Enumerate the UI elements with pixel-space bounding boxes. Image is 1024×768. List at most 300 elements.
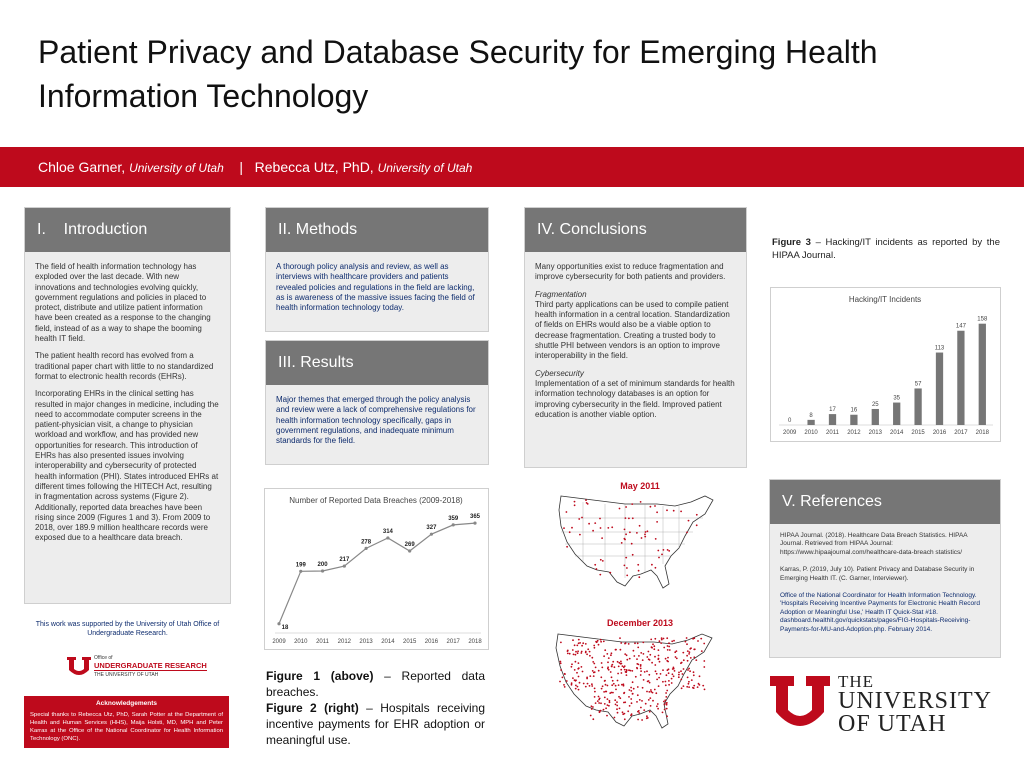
- hospital-dot: [578, 518, 580, 520]
- hospital-dot: [662, 681, 664, 683]
- hospital-dot: [629, 705, 631, 707]
- hospital-dot: [566, 546, 568, 548]
- hospital-dot: [606, 715, 608, 717]
- hospital-dot: [589, 675, 591, 677]
- hospital-dot: [618, 684, 620, 686]
- hospital-dot: [656, 673, 658, 675]
- breaches-data-label: 314: [382, 528, 393, 535]
- hospital-dot: [674, 670, 676, 672]
- x-tick-label: 2018: [975, 430, 989, 436]
- x-tick-label: 2012: [847, 430, 861, 436]
- hospital-dot: [588, 523, 590, 525]
- hospital-dot: [627, 710, 629, 712]
- hospital-dot: [571, 684, 573, 686]
- hospital-dot: [656, 521, 658, 523]
- hospital-dot: [668, 642, 670, 644]
- hospital-dot: [591, 683, 593, 685]
- x-tick-label: 2014: [381, 639, 395, 645]
- hospital-dot: [605, 691, 607, 693]
- hospital-dot: [650, 689, 652, 691]
- hospital-dot: [598, 670, 600, 672]
- hospital-dot: [629, 658, 631, 660]
- hospital-dot: [617, 661, 619, 663]
- hospital-dot: [632, 693, 634, 695]
- hospital-dot: [563, 684, 565, 686]
- hospital-dot: [607, 668, 609, 670]
- reference-1: HIPAA Journal. (2018). Healthcare Data Breach Statistics. HIPAA Journal. Retrieved from HIPAA Journal: https://www.hipaajournal.com/healthcare-data-breach statistics/: [780, 532, 968, 556]
- us-map-may-2011: [553, 492, 725, 602]
- hospital-dot: [640, 674, 642, 676]
- poster-title: Patient Privacy and Database Security for Emerging Health Information Technology: [38, 34, 878, 114]
- hospital-dot: [631, 503, 633, 505]
- hospital-dot: [646, 691, 648, 693]
- hospital-dot: [667, 669, 669, 671]
- hospital-dot: [634, 642, 636, 644]
- conclusions-intro: Many opportunities exist to reduce fragmentation and improve cybersecurity for both patients and providers.: [535, 262, 726, 282]
- hospital-dot: [632, 554, 634, 556]
- hospital-dot: [603, 655, 605, 657]
- hospital-dot: [697, 686, 699, 688]
- hospital-dot: [633, 688, 635, 690]
- hospital-dot: [574, 644, 576, 646]
- hospital-dot: [700, 638, 702, 640]
- results-panel: [265, 340, 489, 465]
- figure-3-label: Figure 3: [772, 237, 811, 248]
- hospital-dot: [569, 653, 571, 655]
- x-tick-label: 2010: [804, 430, 818, 436]
- hospital-dot: [575, 688, 577, 690]
- hospital-dot: [655, 692, 657, 694]
- introduction-panel: [24, 207, 231, 604]
- hospital-dot: [665, 696, 667, 698]
- hospital-dot: [664, 709, 666, 711]
- hospital-dot: [622, 711, 624, 713]
- x-tick-label: 2010: [294, 639, 308, 645]
- hospital-dot: [610, 671, 612, 673]
- hospital-dot: [620, 661, 622, 663]
- hospital-dot: [630, 690, 632, 692]
- hospital-dot: [671, 640, 673, 642]
- author-banner: [0, 147, 1024, 187]
- x-tick-label: 2017: [954, 430, 968, 436]
- hospital-dot: [640, 665, 642, 667]
- hospital-dot: [600, 710, 602, 712]
- breaches-point: [277, 622, 280, 625]
- hospital-dot: [658, 649, 660, 651]
- hospital-dot: [663, 638, 665, 640]
- hospital-dot: [667, 549, 669, 551]
- hospital-dot: [611, 665, 613, 667]
- hospital-dot: [648, 651, 650, 653]
- hospital-dot: [601, 667, 603, 669]
- breaches-data-label: 199: [295, 562, 306, 569]
- hospital-dot: [619, 637, 621, 639]
- hospital-dot: [605, 707, 607, 709]
- conclusions-body: [525, 252, 746, 437]
- breaches-point: [386, 536, 389, 539]
- hospital-dot: [589, 651, 591, 653]
- hospital-dot: [665, 684, 667, 686]
- hospital-dot: [642, 687, 644, 689]
- hospital-dot: [620, 669, 622, 671]
- x-tick-label: 2009: [272, 639, 286, 645]
- hospital-dot: [609, 572, 611, 574]
- hospital-dot: [696, 524, 698, 526]
- hospital-dot: [592, 661, 594, 663]
- intro-paragraph-3: Incorporating EHRs in the clinical setting has resulted in major changes in medicine, including the need to accommodate computer screens in the patient-physician visit, a change to physician workload and workflow, and has provided new opportunities for research. This introduction of EHRs has also presented issues involving interoperability and cybersecurity of protected health information (PHI). States introduced EHRs at different times following the HITECH Act, resulting in fragmentation across systems (Figure 2). Additionally, reported data breaches have been rising since 2009 (Figures 1 and 3). From 2009 to 2018, over 189.9 million healthcare records were exposed due to a healthcare data breach.: [35, 389, 219, 543]
- hospital-dot: [579, 534, 581, 536]
- hospital-dot: [662, 712, 664, 714]
- hospital-dot: [618, 666, 620, 668]
- hospital-dot: [607, 685, 609, 687]
- figure-3-chart: [770, 287, 1001, 442]
- conclusions-cybersecurity-text: Implementation of a set of minimum standards for health information technology databases is an option for improving cybersecurity in the field. Improved patient education is another viable option.: [535, 378, 735, 419]
- hospital-dot: [601, 662, 603, 664]
- hospital-dot: [597, 640, 599, 642]
- hospital-dot: [642, 659, 644, 661]
- hospital-dot: [632, 517, 634, 519]
- breaches-data-label: 327: [426, 525, 437, 532]
- hospital-dot: [648, 699, 650, 701]
- hospital-dot: [688, 683, 690, 685]
- incidents-data-label: 25: [871, 401, 879, 408]
- hospital-dot: [592, 718, 594, 720]
- introduction-body: [25, 252, 230, 561]
- hospital-dot: [575, 651, 577, 653]
- hospital-dot: [613, 683, 615, 685]
- hospital-dot: [594, 696, 596, 698]
- hospital-dot: [643, 679, 645, 681]
- hospital-dot: [628, 696, 630, 698]
- hospital-dot: [683, 685, 685, 687]
- hospital-dot: [593, 663, 595, 665]
- hospital-dot: [573, 654, 575, 656]
- conclusions-panel: [524, 207, 747, 468]
- chart-3-title: Hacking/IT Incidents: [848, 295, 922, 304]
- hospital-dot: [661, 637, 663, 639]
- incidents-data-label: 57: [914, 381, 922, 388]
- hospital-dot: [606, 653, 608, 655]
- hospital-dot: [654, 656, 656, 658]
- methods-body: A thorough policy analysis and review, as well as interviews with healthcare providers and patients revealed policies and regulations in the field are lacking, as is awareness of the massive issues facing the field of health information technology today.: [276, 262, 475, 313]
- hospital-dot: [689, 648, 691, 650]
- hospital-dot: [586, 653, 588, 655]
- hospital-dot: [571, 682, 573, 684]
- hospital-dot: [611, 664, 613, 666]
- hospital-dot: [678, 676, 680, 678]
- hospital-dot: [595, 702, 597, 704]
- hospital-dot: [625, 517, 627, 519]
- hospital-dot: [651, 662, 653, 664]
- hospital-dot: [572, 639, 574, 641]
- hospital-dot: [668, 672, 670, 674]
- hospital-dot: [649, 659, 651, 661]
- hospital-dot: [597, 700, 599, 702]
- hospital-dot: [626, 567, 628, 569]
- hospital-dot: [665, 658, 667, 660]
- hospital-dot: [687, 677, 689, 679]
- hospital-dot: [614, 666, 616, 668]
- hospital-dot: [587, 648, 589, 650]
- hospital-dot: [637, 711, 639, 713]
- block-u-small-icon: [66, 656, 92, 680]
- hospital-dot: [636, 663, 638, 665]
- incidents-bar: [936, 353, 943, 425]
- hospital-dot: [576, 672, 578, 674]
- conclusions-fragmentation-text: Third party applications can be used to compile patient health information in a central location. Standardization of fields on EHRs would also be a viable option to decrease fragmentation. Creating a trusted body to shuttle PHI between vendors is an option to improve interoperability in the field.: [535, 299, 730, 361]
- hospital-dot: [638, 655, 640, 657]
- hospital-dot: [605, 684, 607, 686]
- hospital-dot: [638, 712, 640, 714]
- hospital-dot: [667, 649, 669, 651]
- hospital-dot: [594, 522, 596, 524]
- hospital-dot: [593, 645, 595, 647]
- introduction-heading: I. Introduction: [25, 208, 230, 252]
- figure-2-caption-text: – Hospitals receiving incentive payments for EHR adoption or meaningful use.: [266, 701, 485, 747]
- hospital-dot: [626, 654, 628, 656]
- intro-paragraph-1: The field of health information technology has exploded over the last decade. With new innovations and technologies evolving quickly, government regulations and policies in placed to protect, distribute and utilize patient information have been created as a response to the changing field, instead of as a way to shape the booming health IT field.: [35, 262, 211, 344]
- hospital-dot: [581, 651, 583, 653]
- hospital-dot: [686, 643, 688, 645]
- hospital-dot: [595, 667, 597, 669]
- x-tick-label: 2011: [316, 639, 330, 645]
- breaches-data-label: 18: [281, 624, 289, 631]
- hospital-dot: [624, 665, 626, 667]
- x-tick-label: 2016: [424, 639, 439, 645]
- hospital-dot: [582, 642, 584, 644]
- hospital-dot: [654, 638, 656, 640]
- hospital-dot: [633, 655, 635, 657]
- figure-3-caption-text: – Hacking/IT incidents as reported by the HIPAA Journal.: [772, 237, 1000, 261]
- hospital-dot: [625, 557, 627, 559]
- hospital-dot: [640, 707, 642, 709]
- hospital-dot: [608, 657, 610, 659]
- hospital-dot: [642, 642, 644, 644]
- hospital-dot: [586, 502, 588, 504]
- breaches-data-label: 365: [469, 514, 481, 521]
- conclusions-cybersecurity-heading: Cybersecurity: [535, 368, 584, 378]
- hospital-dot: [656, 679, 658, 681]
- hospital-dot: [604, 680, 606, 682]
- x-tick-label: 2015: [402, 639, 417, 645]
- hospital-dot: [656, 705, 658, 707]
- hospital-dot: [602, 560, 604, 562]
- hospital-dot: [646, 656, 648, 658]
- hospital-dot: [701, 650, 703, 652]
- hospital-dot: [624, 669, 626, 671]
- hospital-dot: [649, 654, 651, 656]
- hospital-dot: [594, 671, 596, 673]
- hospital-dot: [686, 532, 688, 534]
- hospital-dot: [614, 717, 616, 719]
- hospital-dot: [689, 651, 691, 653]
- hospital-dot: [623, 685, 625, 687]
- hospital-dot: [579, 642, 581, 644]
- hospital-dot: [659, 661, 661, 663]
- incidents-bar: [914, 388, 921, 425]
- hospital-dot: [592, 670, 594, 672]
- hospital-dot: [646, 717, 648, 719]
- hospital-dot: [624, 565, 626, 567]
- hospital-dot: [626, 669, 628, 671]
- incidents-data-label: 147: [955, 323, 966, 330]
- references-body: [770, 524, 1000, 651]
- hospital-dot: [567, 653, 569, 655]
- hospital-dot: [615, 649, 617, 651]
- hospital-dot: [559, 681, 561, 683]
- hospital-dot: [693, 674, 695, 676]
- hospital-dot: [693, 637, 695, 639]
- hospital-dot: [658, 677, 660, 679]
- hospital-dot: [652, 643, 654, 645]
- author-1-name: Chloe Garner,: [38, 159, 126, 175]
- hospital-dot: [652, 692, 654, 694]
- hospital-dot: [666, 509, 668, 511]
- x-tick-label: 2016: [932, 430, 947, 436]
- x-tick-label: 2014: [890, 430, 904, 436]
- hospital-dot: [574, 501, 576, 503]
- breaches-point: [299, 570, 302, 573]
- incidents-bar: [979, 324, 986, 425]
- hospital-dot: [688, 653, 690, 655]
- hospital-dot: [631, 713, 633, 715]
- hospital-dot: [630, 698, 632, 700]
- hospital-dot: [604, 703, 606, 705]
- university-logo: [768, 672, 1000, 738]
- figure-1-chart: [264, 488, 489, 650]
- hospital-dot: [699, 675, 701, 677]
- breaches-data-label: 269: [404, 541, 415, 548]
- hospital-dot: [650, 639, 652, 641]
- hospital-dot: [693, 687, 695, 689]
- hospital-dot: [620, 649, 622, 651]
- hospital-dot: [657, 658, 659, 660]
- hospital-dot: [611, 652, 613, 654]
- hospital-dot: [585, 651, 587, 653]
- breaches-data-label: 359: [448, 515, 459, 522]
- acknowledgements-heading: Acknowledgements: [95, 700, 158, 707]
- x-tick-label: 2018: [468, 639, 482, 645]
- hospital-dot: [578, 667, 580, 669]
- incidents-data-label: 0: [788, 418, 792, 424]
- hospital-dot: [591, 685, 593, 687]
- hospital-dot: [673, 510, 675, 512]
- hospital-dot: [594, 647, 596, 649]
- hospital-dot: [653, 645, 655, 647]
- hospital-dot: [611, 526, 613, 528]
- hospital-dot: [572, 649, 574, 651]
- reference-3: Office of the National Coordinator for Health Information Technology. 'Hospitals Receiving Incentive Payments for Electronic Health Record Adoption or Meaningful Use,' Health IT Quick-Stat #18. dashboard.healthit.gov/quickstats/pages/FIG-Hospitals-Receiving-Payments-for-MU-and-Adoption.php. February 2014.: [780, 592, 980, 633]
- hospital-dot: [645, 531, 647, 533]
- our-logo-main-text: UNDERGRADUATE RESEARCH: [94, 661, 207, 670]
- hospital-dot: [571, 666, 573, 668]
- hospital-dot: [666, 674, 668, 676]
- hospital-dot: [702, 685, 704, 687]
- hospital-dot: [617, 712, 619, 714]
- hospital-dot: [653, 648, 655, 650]
- hospital-dot: [636, 667, 638, 669]
- incidents-data-label: 158: [977, 316, 988, 323]
- intro-paragraph-2: The patient health record has evolved from a traditional paper chart with little to no standardized format to electronic health records (EHRs).: [35, 351, 214, 381]
- hospital-dot: [581, 645, 583, 647]
- hospital-dot: [581, 517, 583, 519]
- hospital-dot: [685, 641, 687, 643]
- author-2-affiliation: University of Utah: [377, 161, 473, 175]
- hospital-dot: [665, 681, 667, 683]
- hospital-dot: [624, 718, 626, 720]
- hospital-dot: [603, 691, 605, 693]
- hospital-dot: [671, 678, 673, 680]
- hospital-dot: [643, 709, 645, 711]
- hospital-dot: [671, 682, 673, 684]
- hospital-dot: [585, 499, 587, 501]
- x-tick-label: 2013: [868, 430, 882, 436]
- hospital-dot: [641, 719, 643, 721]
- hospital-dot: [636, 658, 638, 660]
- hospital-dot: [623, 692, 625, 694]
- hospital-dot: [574, 669, 576, 671]
- hospital-dot: [693, 685, 695, 687]
- hospital-dot: [663, 549, 665, 551]
- hospital-dot: [678, 674, 680, 676]
- hospital-dot: [658, 557, 660, 559]
- hospital-dot: [672, 673, 674, 675]
- hospital-dot: [575, 679, 577, 681]
- author-separator: |: [239, 159, 243, 175]
- hospital-dot: [658, 685, 660, 687]
- hospital-dot: [663, 647, 665, 649]
- breaches-point: [473, 522, 476, 525]
- x-tick-label: 2009: [783, 430, 797, 436]
- hospital-dot: [599, 574, 601, 576]
- hospital-dot: [631, 702, 633, 704]
- incidents-bar: [893, 403, 900, 425]
- hospital-dot: [598, 644, 600, 646]
- hospital-dot: [704, 689, 706, 691]
- us-map-dec-2013: [550, 630, 726, 742]
- hospital-dot: [603, 709, 605, 711]
- hospital-dot: [688, 520, 690, 522]
- incidents-data-label: 113: [934, 345, 945, 352]
- hospital-dot: [635, 676, 637, 678]
- hospital-dot: [591, 708, 593, 710]
- hospital-dot: [582, 671, 584, 673]
- incidents-bar: [957, 331, 964, 425]
- hospital-dot: [625, 671, 627, 673]
- hospital-dot: [696, 514, 698, 516]
- hospital-dot: [680, 511, 682, 513]
- acknowledgements-text: Special thanks to Rebecca Utz, PhD, Sarah Potter at the Department of Health and Human Services (HHS), Maija Holsti, MD, MPH and Peter Karras at the Office of the National Coordinator for Health Information Technology (ONC).: [30, 712, 223, 742]
- hospital-dot: [667, 645, 669, 647]
- hospital-dot: [596, 568, 598, 570]
- hospital-dot: [594, 564, 596, 566]
- hospital-dot: [567, 650, 569, 652]
- figures-1-2-caption: [266, 668, 485, 748]
- hospital-dot: [620, 663, 622, 665]
- logo-text-of-utah: OF UTAH: [838, 711, 947, 737]
- hospital-dot: [624, 653, 626, 655]
- hospital-dot: [693, 671, 695, 673]
- hospital-dot: [560, 662, 562, 664]
- hospital-dot: [666, 704, 668, 706]
- figure-1-label: Figure 1 (above): [266, 669, 374, 683]
- hospital-dot: [640, 501, 642, 503]
- conclusions-heading: IV. Conclusions: [525, 208, 746, 252]
- hospital-dot: [604, 649, 606, 651]
- hospital-dot: [589, 655, 591, 657]
- hospital-dot: [616, 701, 618, 703]
- hospital-dot: [665, 692, 667, 694]
